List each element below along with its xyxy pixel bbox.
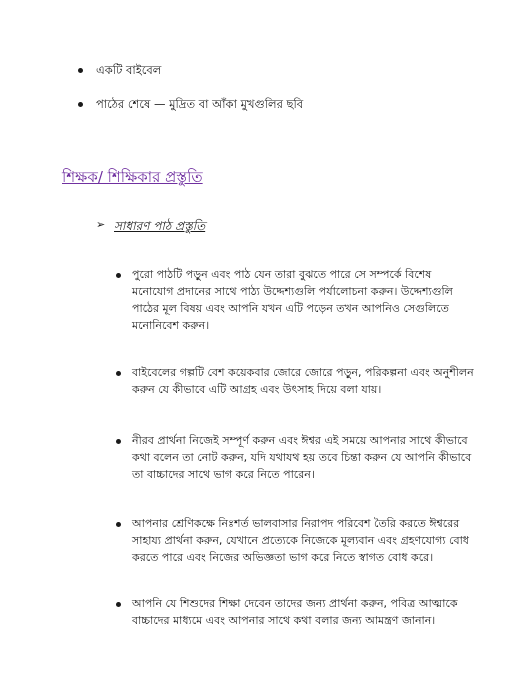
bullet-icon [116,602,121,607]
bullet-icon [78,68,83,73]
bullet-icon [116,371,121,376]
paragraph-line: করতে পারে এবং নিজের অভিজ্ঞতা ভাগ করে নিতে স্বাগত বোধ করে। [132,551,434,564]
paragraph-line: বাইবেলের গল্পটি বেশ কয়েকবার জোরে জোরে পড়ুন, পরিকল্পনা এবং অনুশীলন [132,366,474,379]
paragraph-line: করুন যে কীভাবে এটি আগ্রহ এবং উৎসাহ দিয়ে বলা যায়। [132,383,382,396]
bullet-icon [116,439,121,444]
paragraph-text [132,595,482,629]
bullet-icon [116,273,121,278]
paragraph-line: বাচ্চাদের মাধ্যমে এবং আপনার সাথে কথা বলার জন্য আমন্ত্রণ জানান। [132,614,436,627]
paragraph-line: মনোযোগ প্রদানের সাথে পাঠ্য উদ্দেশ্যগুলি পর্যালোচনা করুন। উদ্দেশ্যগুলি [132,285,453,298]
materials-item-text: পাঠের শেষে — মুদ্রিত বা আঁকা মুখগুলির ছবি [96,97,304,111]
arrow-bullet-icon: ➢ [96,218,106,231]
paragraph-line: কথা বলেন তা নোট করুন, যদি যথাযথ হয় তবে চিন্তা করুন যে আপনি কীভাবে [132,451,472,464]
paragraph-line: মনোনিবেশ করুন। [132,319,210,332]
paragraph-text [132,515,482,566]
paragraph-line: আপনার শ্রেণিকক্ষে নিঃশর্ত ভালবাসার নিরাপদ পরিবেশ তৈরি করতে ঈশ্বরের [132,517,460,530]
materials-item-text: একটি বাইবেল [96,63,162,77]
paragraph-text [132,432,482,483]
paragraph-line: সাহায্য প্রার্থনা করুন, যেখানে প্রত্যেকে নিজেকে মূল্যবান এবং গ্রহণযোগ্য বোধ [132,534,469,547]
paragraph-text [132,266,482,334]
paragraph-line: নীরব প্রার্থনা নিজেই সম্পূর্ণ করুন এবং ঈশ্বর এই সময়ে আপনার সাথে কীভাবে [132,434,468,447]
paragraph-line: পুরো পাঠটি পড়ুন এবং পাঠ যেন তারা বুঝতে পারে সে সম্পর্কে বিশেষ [132,268,432,281]
paragraph-line: পাঠের মূল বিষয় এবং আপনি যখন এটি পড়েন তখন আপনিও সেগুলিতে [132,302,449,315]
bullet-icon [78,102,83,107]
subsection-title: সাধারণ পাঠ প্রস্তুতি [114,219,206,233]
bullet-icon [116,522,121,527]
section-title: শিক্ষক/ শিক্ষিকার প্রস্তুতি [62,168,203,186]
paragraph-text [132,364,482,398]
paragraph-line: তা বাচ্চাদের সাথে ভাগ করে নিতে পারেন। [132,468,315,481]
paragraph-line: আপনি যে শিশুদের শিক্ষা দেবেন তাদের জন্য প্রার্থনা করুন, পবিত্র আত্মাকে [132,597,458,610]
